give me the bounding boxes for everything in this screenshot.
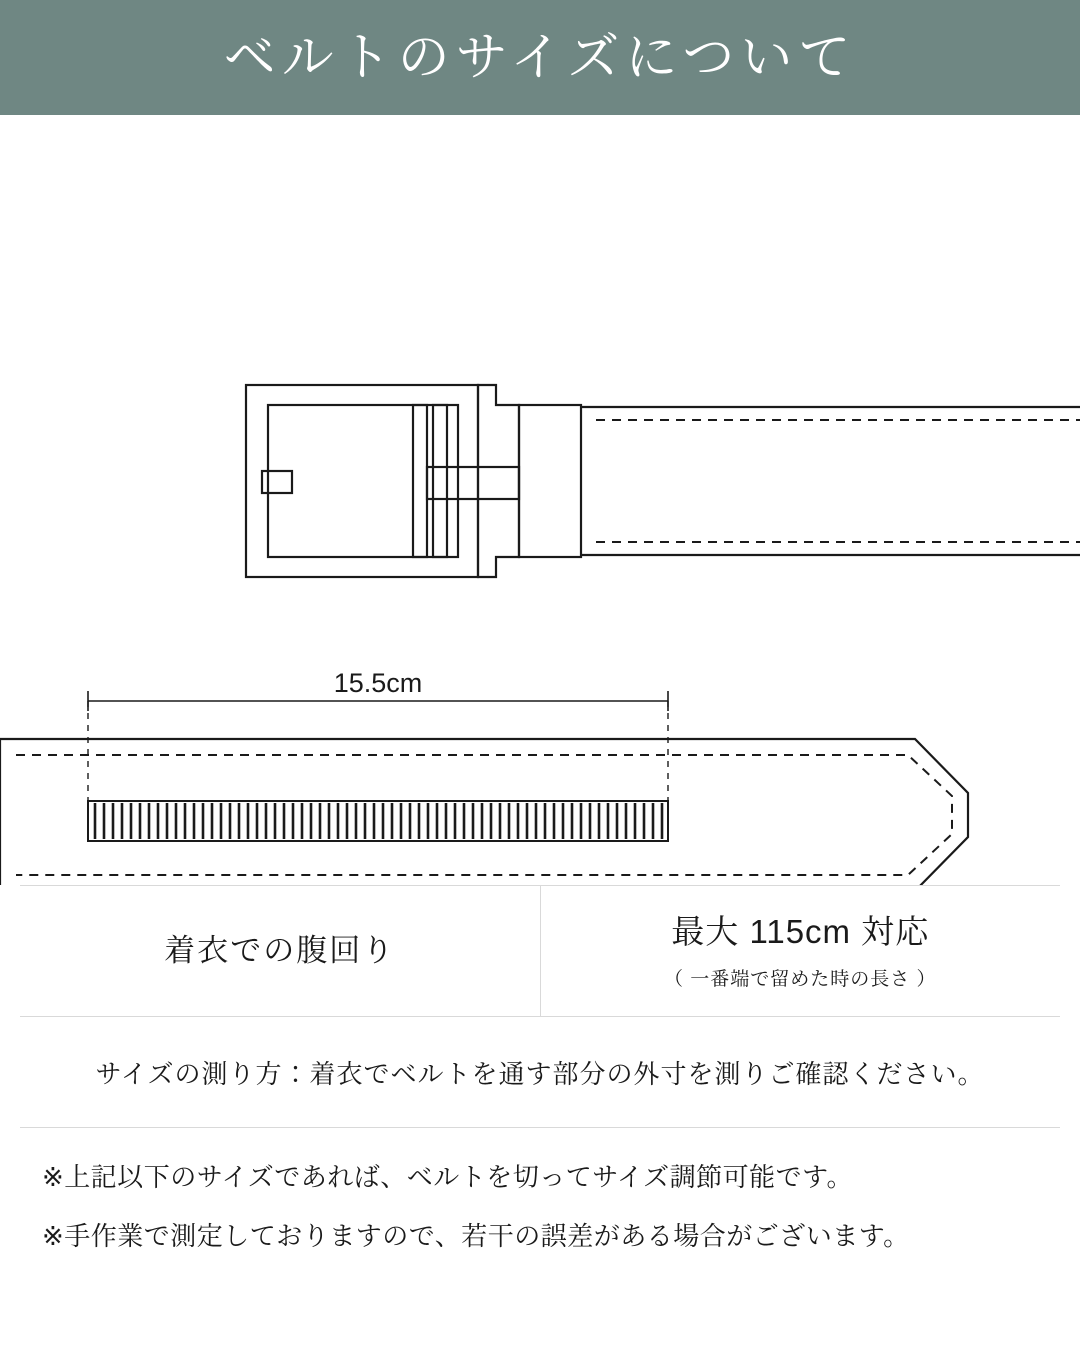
bottom-strap-group <box>0 739 968 885</box>
page-header <box>0 0 1080 115</box>
buckle-group <box>246 385 581 577</box>
spec-cell-max-size <box>541 886 1061 1016</box>
measure-row <box>20 1017 1060 1127</box>
spec-value-max-size: 最大 115cm 対応 <box>671 913 930 951</box>
belt-diagram <box>0 115 1080 885</box>
spec-row <box>20 886 1060 1016</box>
note-item: ※上記以下のサイズであれば、ベルトを切ってサイズ調節可能です。 <box>42 1162 854 1192</box>
dimension-label: 15.5cm <box>333 668 423 698</box>
page-title: ベルトのサイズについて <box>223 28 857 87</box>
note-item: ※手作業で測定しておりますので、若干の誤差がある場合がございます。 <box>42 1221 910 1252</box>
top-strap-group <box>581 407 1080 555</box>
spec-cell-waist <box>20 886 541 1016</box>
dimension-group <box>88 691 668 805</box>
belt-holes <box>95 803 662 839</box>
notes-section <box>20 1128 1060 1252</box>
spec-label-waist: 着衣での腹回り <box>164 932 396 968</box>
measure-instruction: サイズの測り方：着衣でベルトを通す部分の外寸を測りご確認ください。 <box>95 1058 985 1089</box>
spec-section <box>0 885 1080 1252</box>
spec-note-max-size: （ 一番端で留めた時の長さ ） <box>663 968 937 990</box>
